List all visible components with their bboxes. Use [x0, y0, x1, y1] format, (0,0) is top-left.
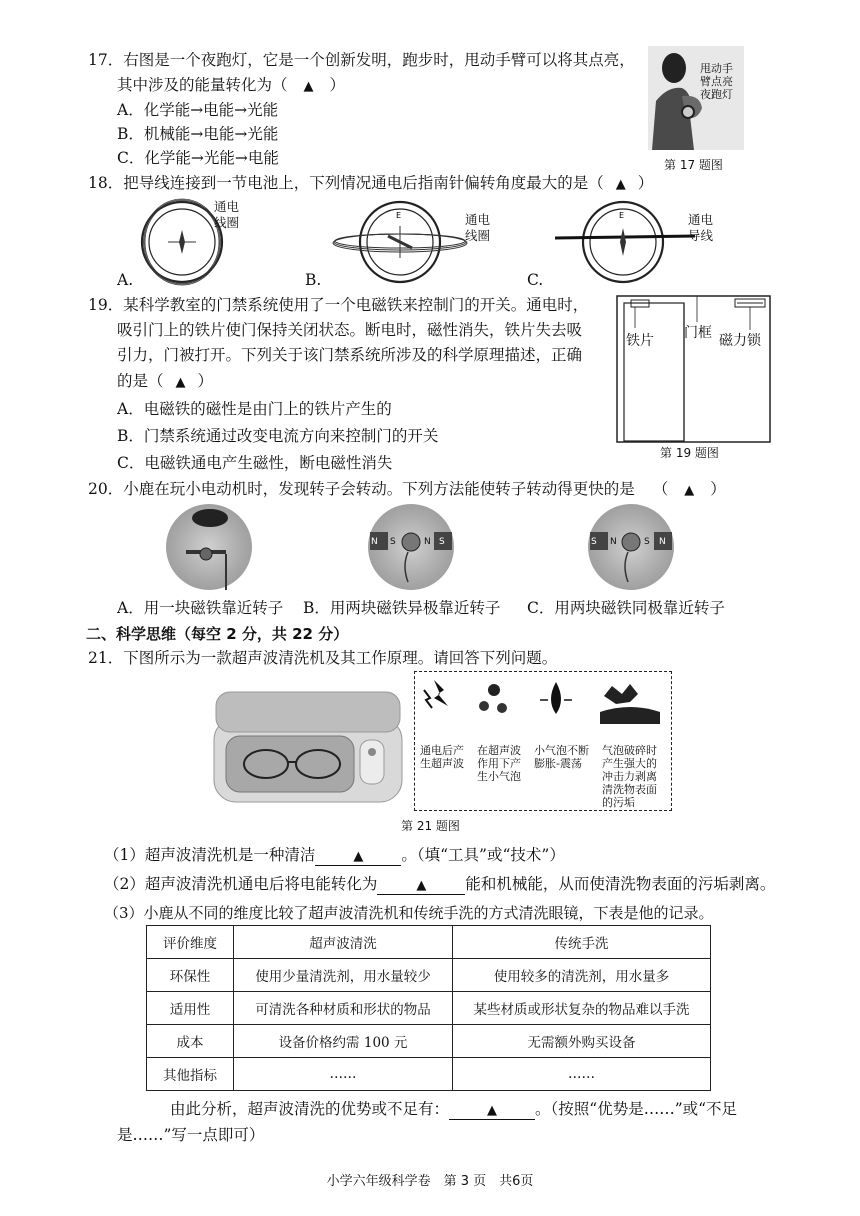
table-cell: 适用性	[147, 992, 234, 1025]
table-cell: 可清洗各种材质和形状的物品	[234, 992, 453, 1025]
compass-c-tag: 通电 导线	[688, 212, 714, 243]
q19-option-c: C．电磁铁通电产生磁性，断电磁性消失	[117, 454, 393, 472]
q19-option-b: B．门禁系统通过改变电流方向来控制门的开关	[117, 427, 439, 445]
principle-step-1: 通电后产 生超声波	[420, 744, 464, 770]
q17-figure-caption: 第 17 题图	[664, 158, 723, 172]
q17-stem-line2: 其中涉及的能量转化为（ ▲ ）	[117, 76, 346, 94]
section-heading: 二、科学思维（每空 2 分，共 22 分）	[86, 625, 349, 643]
q20-option-c: C．用两块磁铁同极靠近转子	[527, 599, 725, 617]
compass-b-label: B.	[305, 271, 322, 289]
table-cell: 环保性	[147, 959, 234, 992]
q17-stem-line1: 17．右图是一个夜跑灯，它是一个创新发明，跑步时，甩动手臂可以将其点亮，	[88, 51, 635, 69]
table-cell: ……	[234, 1058, 453, 1091]
q20-option-a: A．用一块磁铁靠近转子	[117, 599, 284, 617]
q21-conclusion: 由此分析，超声波清洗的优势或不足有： ▲ 。（按照“优势是……”或“不足	[170, 1100, 738, 1118]
pole-label: N	[659, 537, 666, 547]
table-cell: 某些材质或形状复杂的物品难以手洗	[453, 992, 711, 1025]
answer-mark: ▲	[615, 177, 626, 192]
q21-conclusion-cont: 是……”写一点即可）	[117, 1126, 265, 1144]
pole-label: N	[424, 537, 431, 547]
door-label-frame: 门框	[684, 325, 712, 341]
door-label-iron: 铁片	[626, 333, 654, 349]
q20-option-b: B．用两块磁铁异极靠近转子	[303, 599, 501, 617]
motor-photo-a	[166, 504, 252, 590]
q19-stem-line2: 吸引门上的铁片使门保持关闭状态。断电时，磁性消失，铁片失去吸	[117, 321, 583, 339]
q17-option-a: A．化学能→电能→光能	[117, 101, 279, 119]
night-run-light-photo	[648, 46, 744, 150]
q20-stem: 20．小鹿在玩小电动机时，发现转子会转动。下列方法能使转子转动得更快的是 （ ▲ ）	[88, 480, 726, 498]
door-label-lock: 磁力锁	[719, 333, 761, 349]
q19-stem-line1: 19．某科学教室的门禁系统使用了一个电磁铁来控制门的开关。通电时，	[88, 296, 589, 314]
table-cell: 其他指标	[147, 1058, 234, 1091]
table-cell: 成本	[147, 1025, 234, 1058]
page-footer: 小学六年级科学卷 第 3 页 共6页	[326, 1174, 534, 1189]
compass-a-label: A.	[117, 271, 134, 289]
pole-label: N	[371, 537, 378, 547]
table-row	[147, 992, 711, 1025]
answer-mark: ▲	[303, 79, 314, 94]
principle-step-2: 在超声波 作用下产 生小气泡	[477, 744, 521, 783]
table-header-row	[147, 926, 711, 959]
principle-icons	[416, 672, 668, 742]
answer-mark: ▲	[684, 483, 695, 498]
table-row	[147, 959, 711, 992]
motor-photo-c	[588, 504, 674, 590]
compass-c-label: C.	[527, 271, 544, 289]
q21-sub3: （3）小鹿从不同的维度比较了超声波清洗机和传统手洗的方式清洗眼镜，下表是他的记录。	[104, 904, 714, 922]
principle-step-3: 小气泡不断 膨胀-震荡	[534, 744, 589, 770]
q19-option-a: A．电磁铁的磁性是由门上的铁片产生的	[117, 400, 392, 418]
table-header: 超声波清洗	[234, 926, 453, 959]
photo-caption-text: 甩动手 臂点亮 夜跑灯	[700, 62, 733, 101]
q19-figure-caption: 第 19 题图	[660, 446, 719, 460]
q17-option-b: B．机械能→电能→光能	[117, 125, 279, 143]
q21-sub1: （1）超声波清洗机是一种清洁 ▲ 。（填“工具”或“技术”）	[104, 846, 565, 864]
pole-label: N	[610, 537, 617, 547]
q18-stem: 18．把导线连接到一节电池上，下列情况通电后指南针偏转角度最大的是（ ▲ ）	[88, 174, 654, 192]
comparison-table	[146, 925, 711, 1091]
table-header: 评价维度	[147, 926, 234, 959]
table-header: 传统手洗	[453, 926, 711, 959]
compass-b-tag: 通电 线圈	[465, 212, 491, 243]
compass-b-coil	[330, 196, 480, 288]
q21-sub2: （2）超声波清洗机通电后将电能转化为 ▲ 能和机械能，从而使清洗物表面的污垢剥离。	[104, 875, 776, 893]
principle-step-4: 气泡破碎时 产生强大的 冲击力剥离 清洗物表面 的污垢	[602, 744, 657, 809]
table-cell: 设备价格约需 100 元	[234, 1025, 453, 1058]
q21-figure-caption: 第 21 题图	[401, 819, 460, 833]
motor-same-poles	[588, 504, 674, 590]
pole-label: S	[439, 537, 445, 547]
door-lock-diagram	[615, 294, 773, 444]
answer-mark: ▲	[175, 375, 186, 390]
pole-label: S	[591, 537, 597, 547]
compass-c-wire	[555, 196, 695, 288]
q17-option-c: C．化学能→光能→电能	[117, 149, 279, 167]
motor-opposite-poles	[368, 504, 454, 590]
motor-photo-b	[368, 504, 454, 590]
answer-blank[interactable]: ▲	[449, 1099, 535, 1120]
q19-stem-line4: 的是（ ▲ ）	[117, 372, 214, 390]
table-row	[147, 1058, 711, 1091]
ultrasonic-cleaner-photo	[212, 688, 404, 804]
table-row	[147, 1025, 711, 1058]
svg-text:E: E	[396, 211, 402, 220]
table-cell: 使用少量清洗剂，用水量较少	[234, 959, 453, 992]
table-cell: ……	[453, 1058, 711, 1091]
table-cell: 无需额外购买设备	[453, 1025, 711, 1058]
pole-label: S	[644, 537, 650, 547]
answer-blank[interactable]: ▲	[315, 845, 401, 866]
q19-stem-line3: 引力，门被打开。下列关于该门禁系统所涉及的科学原理描述，正确	[117, 346, 583, 364]
answer-blank[interactable]: ▲	[377, 874, 465, 895]
compass-a-tag: 通电 线圈	[214, 199, 240, 230]
pole-label: S	[390, 537, 396, 547]
q21-stem: 21．下图所示为一款超声波清洗机及其工作原理。请回答下列问题。	[88, 649, 558, 667]
svg-text:E: E	[619, 211, 625, 220]
motor-single-magnet	[166, 504, 252, 590]
table-cell: 使用较多的清洗剂，用水量多	[453, 959, 711, 992]
